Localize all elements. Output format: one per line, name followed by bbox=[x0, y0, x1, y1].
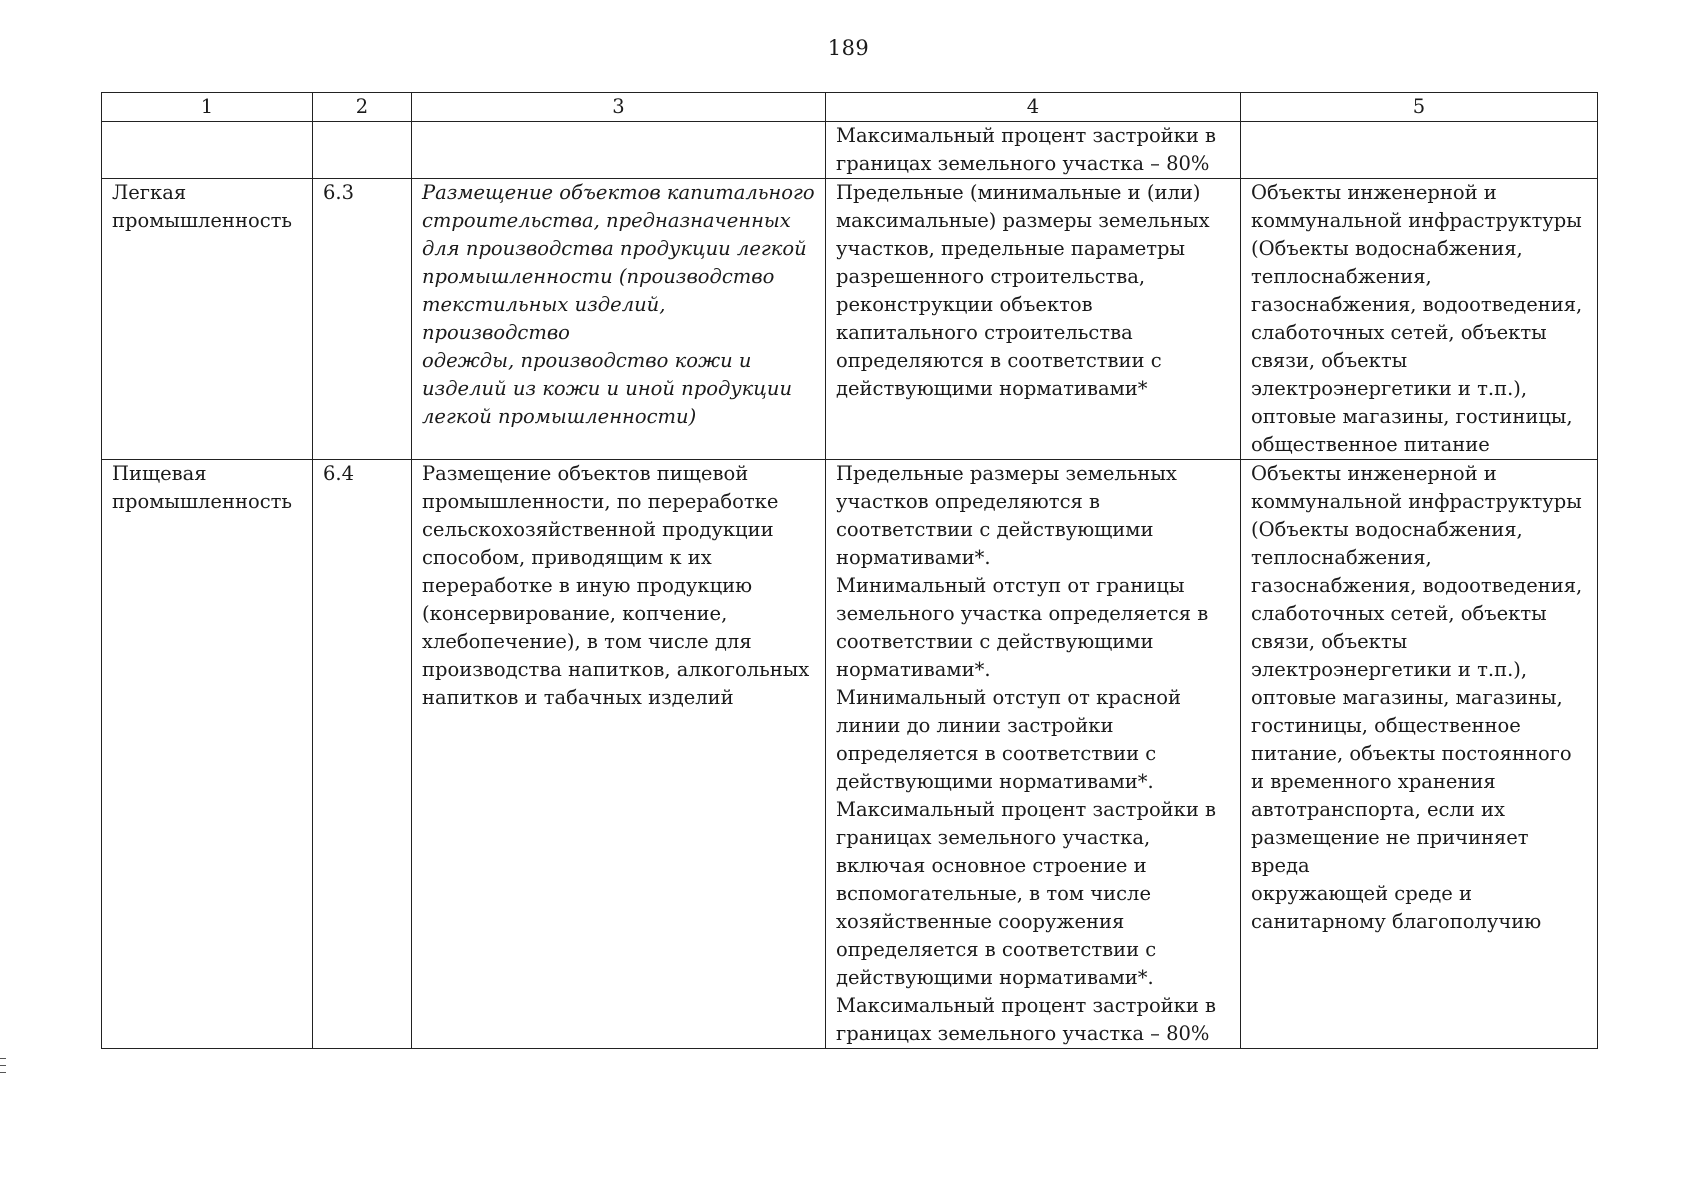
column-header-3: 3 bbox=[412, 93, 826, 122]
margin-tick bbox=[0, 1072, 6, 1073]
cell-description: Размещение объектов пищевой промышленности, по переработке сельскохозяйственной продукции способом, приводящим к их переработке в иную продукцию (консервирование, копчение, хлебопечение), в том числе для производства напитков, алкогольных напитков и табачных изделий bbox=[412, 460, 826, 1049]
cell-description bbox=[412, 122, 826, 179]
cell-use-type bbox=[102, 122, 313, 179]
cell-code: 6.3 bbox=[313, 179, 412, 460]
table-row-light-industry bbox=[102, 179, 1598, 460]
cell-use-type: Легкая промышленность bbox=[102, 179, 313, 460]
margin-tick bbox=[0, 1058, 6, 1059]
cell-auxiliary-uses: Объекты инженерной и коммунальной инфраструктуры (Объекты водоснабжения, теплоснабжения, газоснабжения, водоотведения, слаботочных сетей, объекты связи, объекты электроэнергетики и т.п.), оптовые магазины, гостиницы, общественное питание bbox=[1241, 179, 1598, 460]
margin-tick bbox=[0, 1065, 6, 1066]
cell-description: Размещение объектов капитального строительства, предназначенных для производства продукции легкой промышленности (производство текстильных изделий, производство одежды, производство кожи и изделий из кожи и иной продукции легкой промышленности) bbox=[412, 179, 826, 460]
scan-margin-marks bbox=[0, 1058, 6, 1079]
column-header-5: 5 bbox=[1241, 93, 1598, 122]
cell-auxiliary-uses bbox=[1241, 122, 1598, 179]
column-header-2: 2 bbox=[313, 93, 412, 122]
column-header-1: 1 bbox=[102, 93, 313, 122]
cell-code bbox=[313, 122, 412, 179]
zoning-table bbox=[101, 92, 1598, 1049]
cell-code: 6.4 bbox=[313, 460, 412, 1049]
table-row-food-industry bbox=[102, 460, 1598, 1049]
table-row-continuation bbox=[102, 122, 1598, 179]
cell-auxiliary-uses: Объекты инженерной и коммунальной инфраструктуры (Объекты водоснабжения, теплоснабжения, газоснабжения, водоотведения, слаботочных сетей, объекты связи, объекты электроэнергетики и т.п.), оптовые магазины, магазины, гостиницы, общественное питание, объекты постоянного и временного хранения автотранспорта, если их размещение не причиняет вреда окружающей среде и санитарному благополучию bbox=[1241, 460, 1598, 1049]
table-header-row bbox=[102, 93, 1598, 122]
cell-parameters: Предельные (минимальные и (или) максимальные) размеры земельных участков, предельные параметры разрешенного строительства, реконструкции объектов капитального строительства определяются в соответствии с действующими нормативами* bbox=[826, 179, 1241, 460]
page-number: 189 bbox=[827, 36, 870, 60]
cell-parameters: Предельные размеры земельных участков определяются в соответствии с действующими нормативами*. Минимальный отступ от границы земельного участка определяется в соответствии с действующими нормативами*. Минимальный отступ от красной линии до линии застройки определяется в соответствии с действующими нормативами*. Максимальный процент застройки в границах земельного участка, включая основное строение и вспомогательные, в том числе хозяйственные сооружения определяется в соответствии с действующими нормативами*. Максимальный процент застройки в границах земельного участка – 80% bbox=[826, 460, 1241, 1049]
column-header-4: 4 bbox=[826, 93, 1241, 122]
cell-use-type: Пищевая промышленность bbox=[102, 460, 313, 1049]
cell-parameters: Максимальный процент застройки в границах земельного участка – 80% bbox=[826, 122, 1241, 179]
